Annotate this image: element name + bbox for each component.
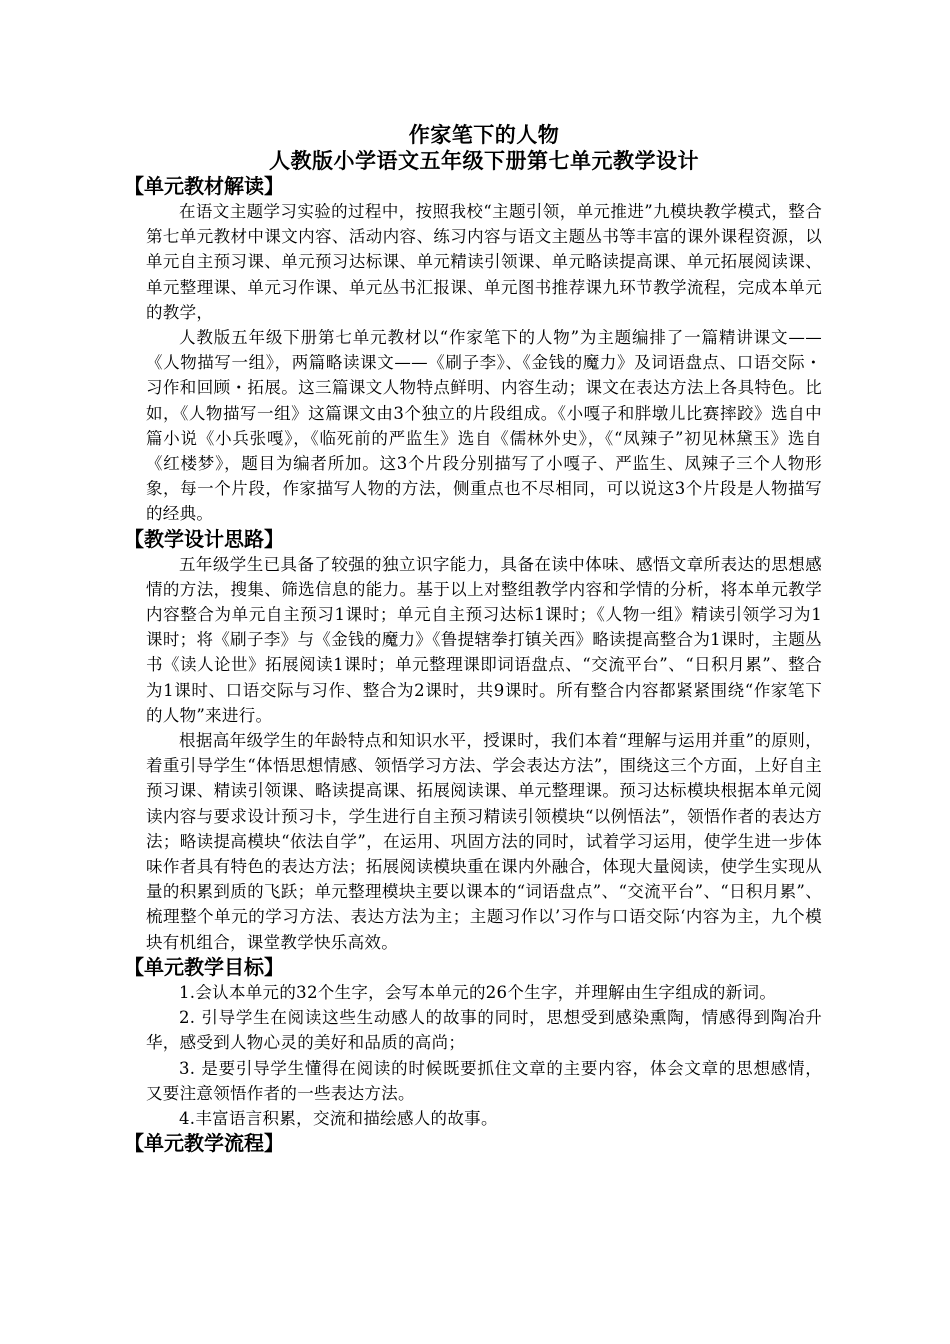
document-subtitle: 人教版小学语文五年级下册第七单元教学设计 [269,149,699,173]
goal-item: 3. 是要引导学生懂得在阅读的时候既要抓住文章的主要内容，体会文章的思想感情，又要注意领悟作者的一些表达方法。 [146,1058,822,1103]
section-teaching-process [124,1131,822,1156]
document-page [124,122,822,1156]
paragraph: 在语文主题学习实验的过程中，按照我校“主题引领，单元推进”九模块教学模式，整合第七单元教材中课文内容、活动内容、练习内容与语文主题丛书等丰富的课外课程资源，以单元自主预习课、单元预习达标课、单元精读引领课、单元略读提高课、单元拓展阅读课、单元整理课、单元习作课、单元丛书汇报课、单元图书推荐课九环节教学流程，完成本单元的教学， [146,202,822,322]
section-teaching-goals [124,954,822,1131]
section-heading: 【单元教材解读】 [124,174,284,198]
section-heading: 【单元教学目标】 [124,954,284,979]
section-textbook-analysis [124,174,822,527]
document-title: 作家笔下的人物 [408,123,560,147]
paragraph: 人教版五年级下册第七单元教材以“作家笔下的人物”为主题编排了一篇精讲课文——《人物描写一组》，两篇略读课文——《刷子李》、《金钱的魔力》及词语盘点、口语交际・习作和回顾・拓展。这三篇课文人物特点鲜明、内容生动；课文在表达方法上各具特色。比如，《人物描写一组》这篇课文由3个独立的片段组成。《小嘎子和胖墩儿比赛摔跤》选自中篇小说《小兵张嘎》，《临死前的严监生》选自《儒林外史》，《“凤辣子”初见林黛玉》选自《红楼梦》，题目为编者所加。这3个片段分别描写了小嘎子、严监生、凤辣子三个人物形象，每一个片段，作家描写人物的方法，侧重点也不尽相同，可以说这3个片段是人物描写的经典。 [146,328,822,524]
goal-item: 1.会认本单元的32个生字，会写本单元的26个生字，并理解由生字组成的新词。 [179,982,777,1002]
goal-item: 2. 引导学生在阅读这些生动感人的故事的同时，思想受到感染熏陶，情感得到陶冶升华，感受到人物心灵的美好和品质的高尚； [146,1008,822,1053]
section-heading: 【教学设计思路】 [124,526,284,551]
goal-item: 4.丰富语言积累，交流和描绘感人的故事。 [179,1108,498,1128]
paragraph: 五年级学生已具备了较强的独立识字能力，具备在读中体味、感悟文章所表达的思想感情的方法，搜集、筛选信息的能力。基于以上对整组教学内容和学情的分析，将本单元教学内容整合为单元自主预习1课时；单元自主预习达标1课时；《人物一组》精读引领学习为1课时；将《刷子李》与《金钱的魔力》《鲁提辖拳打镇关西》略读提高整合为1课时，主题丛书《读人论世》拓展阅读1课时；单元整理课即词语盘点、“交流平台”、“日积月累”、整合为1课时、口语交际与习作、整合为2课时，共9课时。所有整合内容都紧紧围绕“作家笔下的人物”来进行。 [146,554,822,725]
section-design-ideas [124,526,822,955]
paragraph: 根据高年级学生的年龄特点和知识水平，授课时，我们本着“理解与运用并重”的原则，着重引导学生“体悟思想情感、领悟学习方法、学会表达方法”，围绕这三个方面，上好自主预习课、精读引领课、略读提高课、拓展阅读课、单元整理课。预习达标模块根据本单元阅读内容与要求设计预习卡，学生进行自主预习精读引领模块“以例悟法”，领悟作者的表达方法；略读提高模块“依法自学”，在运用、巩固方法的同时，试着学习运用，使学生进一步体味作者具有特色的表达方法；拓展阅读模块重在课内外融合，体现大量阅读，使学生实现从量的积累到质的飞跃；单元整理模块主要以课本的“词语盘点”、“交流平台”、“日积月累”、梳理整个单元的学习方法、表达方法为主；主题习作以’习作与口语交际‘内容为主，九个模块有机组合，课堂教学快乐高效。 [146,731,822,952]
section-heading: 【单元教学流程】 [124,1131,284,1156]
